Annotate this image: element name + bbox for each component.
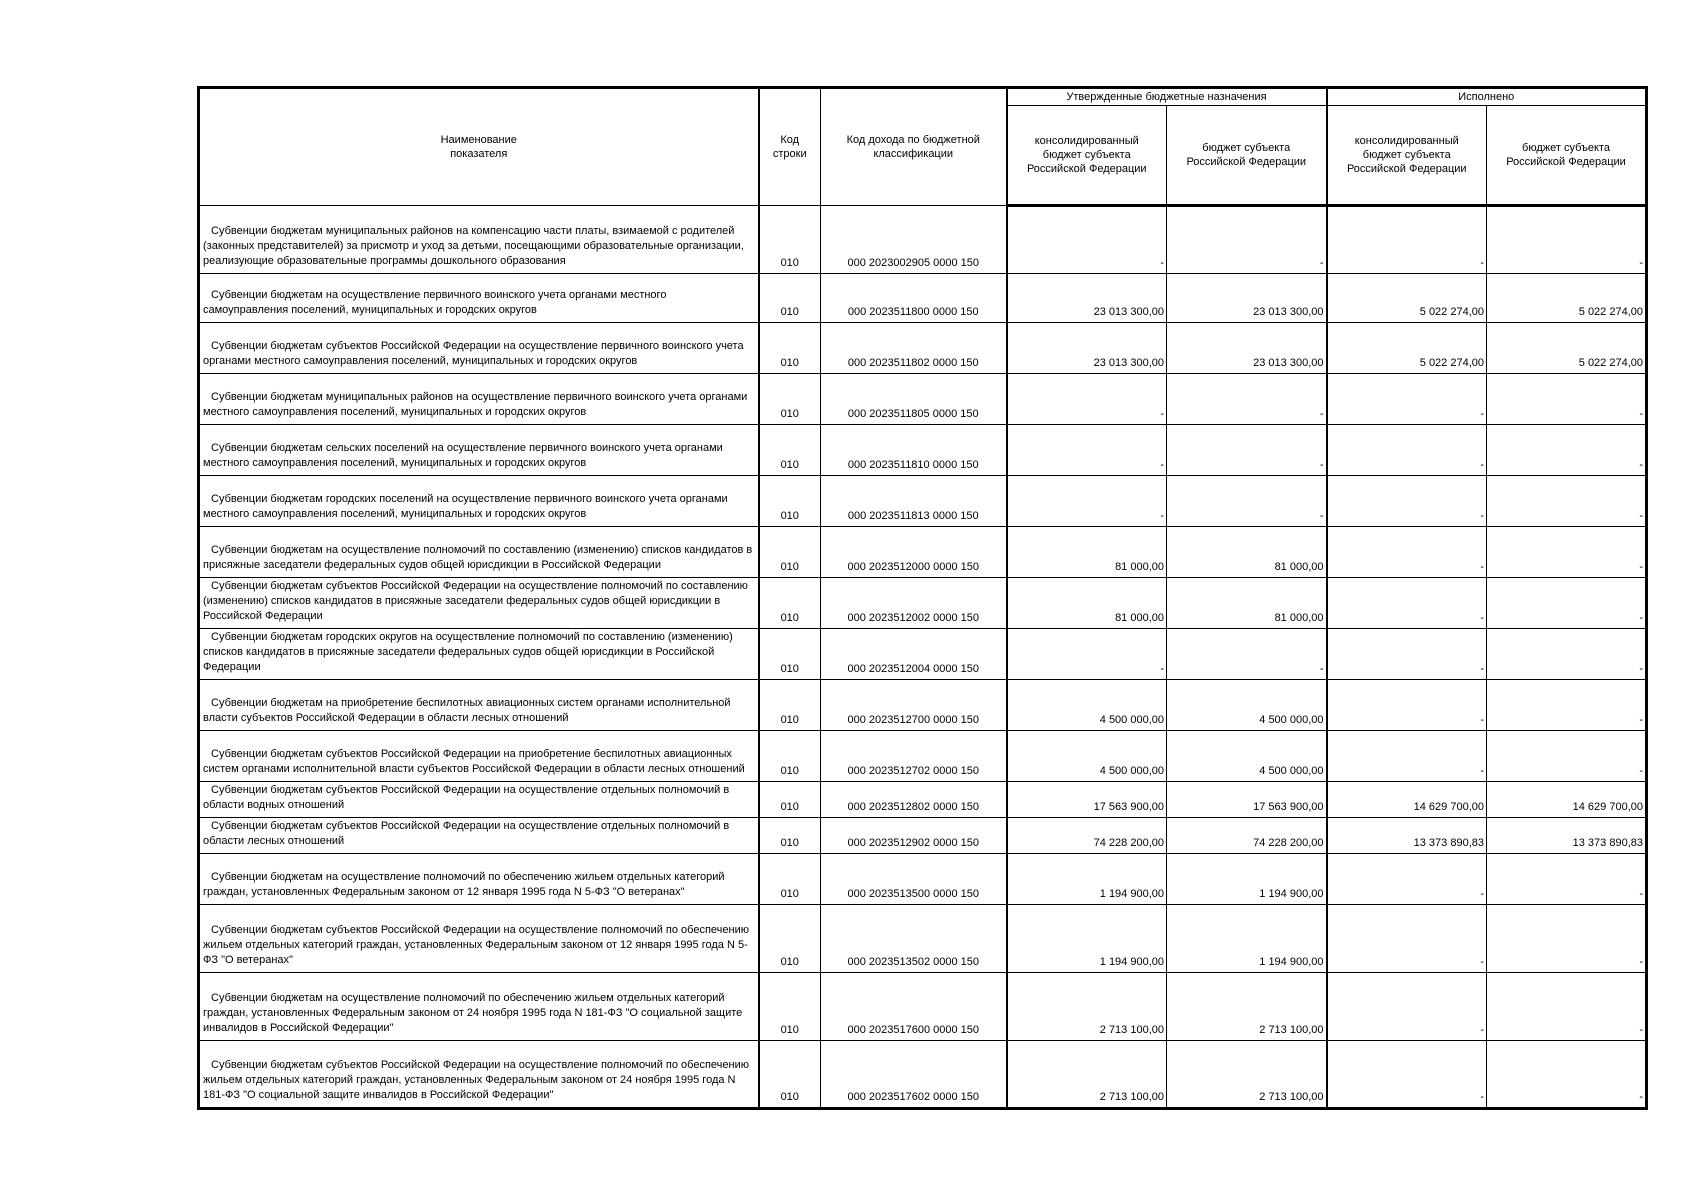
- row-name: [199, 527, 759, 578]
- row-executed-subject: -: [1487, 374, 1647, 425]
- row-name: [199, 818, 759, 854]
- row-name-text: Субвенции бюджетам городских округов на осуществление полномочий по составлению (изменению) списков кандидатов в присяжные заседатели федеральных судов общей юрисдикции в Российской Федерации: [203, 631, 733, 673]
- row-line-code: 010: [759, 782, 821, 818]
- row-approved-consolidated: 1 194 900,00: [1007, 905, 1167, 973]
- row-approved-subject: 23 013 300,00: [1167, 274, 1327, 323]
- row-name-text: Субвенции бюджетам на приобретение беспилотных авиационных систем органами исполнительной власти субъектов Российской Федерации в области лесных отношений: [203, 697, 731, 724]
- row-income-code: 000 2023002905 0000 150: [821, 206, 1007, 274]
- row-approved-consolidated: -: [1007, 206, 1167, 274]
- row-approved-consolidated: 1 194 900,00: [1007, 854, 1167, 905]
- row-line-code: 010: [759, 323, 821, 374]
- row-approved-consolidated: 4 500 000,00: [1007, 680, 1167, 731]
- row-executed-consolidated: -: [1327, 731, 1487, 782]
- row-name-text: Субвенции бюджетам муниципальных районов на осуществление первичного воинского учета органами местного самоуправления поселений, муниципальных и городских округов: [203, 391, 748, 418]
- row-executed-subject: -: [1487, 476, 1647, 527]
- row-approved-subject: 23 013 300,00: [1167, 323, 1327, 374]
- row-executed-subject: -: [1487, 527, 1647, 578]
- row-income-code: 000 2023511800 0000 150: [821, 274, 1007, 323]
- row-line-code: 010: [759, 527, 821, 578]
- table-row: [199, 1041, 1647, 1109]
- row-approved-consolidated: -: [1007, 629, 1167, 680]
- row-name-text: Субвенции бюджетам городских поселений на осуществление первичного воинского учета органами местного самоуправления поселений, муниципальных и городских округов: [203, 493, 728, 520]
- row-executed-subject: 13 373 890,83: [1487, 818, 1647, 854]
- row-approved-subject: 2 713 100,00: [1167, 1041, 1327, 1109]
- table-row: [199, 680, 1647, 731]
- header-name: Наименование показателя: [199, 88, 759, 206]
- row-approved-consolidated: 4 500 000,00: [1007, 731, 1167, 782]
- row-executed-subject: -: [1487, 680, 1647, 731]
- row-line-code: 010: [759, 680, 821, 731]
- table-row: [199, 425, 1647, 476]
- row-name-text: Субвенции бюджетам субъектов Российской Федерации на осуществление полномочий по обеспечению жильем отдельных категорий граждан, установленных Федеральным законом от 12 января 1995 года N 5-ФЗ "О ветеранах": [203, 924, 750, 966]
- row-name: [199, 782, 759, 818]
- row-name: [199, 731, 759, 782]
- row-approved-subject: 81 000,00: [1167, 578, 1327, 629]
- row-line-code: 010: [759, 274, 821, 323]
- row-approved-subject: 81 000,00: [1167, 527, 1327, 578]
- row-income-code: 000 2023513502 0000 150: [821, 905, 1007, 973]
- row-executed-subject: 5 022 274,00: [1487, 274, 1647, 323]
- row-approved-subject: -: [1167, 374, 1327, 425]
- report-sheet: [197, 86, 1648, 1110]
- row-executed-consolidated: -: [1327, 680, 1487, 731]
- row-name-text: Субвенции бюджетам на осуществление полномочий по обеспечению жильем отдельных категорий граждан, установленных Федеральным законом от 12 января 1995 года N 5-ФЗ "О ветеранах": [203, 871, 725, 898]
- row-executed-consolidated: -: [1327, 629, 1487, 680]
- table-row: [199, 782, 1647, 818]
- row-executed-consolidated: 5 022 274,00: [1327, 323, 1487, 374]
- row-approved-subject: 4 500 000,00: [1167, 731, 1327, 782]
- table-row: [199, 476, 1647, 527]
- row-executed-consolidated: -: [1327, 206, 1487, 274]
- row-name: [199, 425, 759, 476]
- table-row: [199, 206, 1647, 274]
- row-name-text: Субвенции бюджетам субъектов Российской Федерации на приобретение беспилотных авиационных систем органами исполнительной власти субъектов Российской Федерации в области лесных отношений: [203, 748, 745, 775]
- row-approved-consolidated: 17 563 900,00: [1007, 782, 1167, 818]
- row-executed-subject: 14 629 700,00: [1487, 782, 1647, 818]
- row-executed-consolidated: 14 629 700,00: [1327, 782, 1487, 818]
- row-name: [199, 1041, 759, 1109]
- header-approved-consolidated: консолидированный бюджет субъекта Российской Федерации: [1007, 106, 1167, 206]
- row-income-code: 000 2023512000 0000 150: [821, 527, 1007, 578]
- row-name: [199, 680, 759, 731]
- table-row: [199, 973, 1647, 1041]
- row-approved-subject: -: [1167, 425, 1327, 476]
- row-executed-subject: -: [1487, 731, 1647, 782]
- row-name: [199, 323, 759, 374]
- row-income-code: 000 2023512002 0000 150: [821, 578, 1007, 629]
- row-name-text: Субвенции бюджетам субъектов Российской Федерации на осуществление полномочий по составлению (изменению) списков кандидатов в присяжные заседатели федеральных судов общей юрисдикции в Российской Федерации: [203, 580, 748, 622]
- row-income-code: 000 2023511802 0000 150: [821, 323, 1007, 374]
- row-executed-consolidated: 13 373 890,83: [1327, 818, 1487, 854]
- row-approved-subject: 74 228 200,00: [1167, 818, 1327, 854]
- row-approved-subject: -: [1167, 206, 1327, 274]
- row-line-code: 010: [759, 854, 821, 905]
- row-executed-consolidated: -: [1327, 425, 1487, 476]
- row-approved-consolidated: 2 713 100,00: [1007, 973, 1167, 1041]
- row-approved-subject: 17 563 900,00: [1167, 782, 1327, 818]
- row-executed-subject: -: [1487, 578, 1647, 629]
- row-approved-consolidated: 2 713 100,00: [1007, 1041, 1167, 1109]
- row-income-code: 000 2023512004 0000 150: [821, 629, 1007, 680]
- row-income-code: 000 2023513500 0000 150: [821, 854, 1007, 905]
- header-approved-group: Утвержденные бюджетные назначения: [1007, 88, 1327, 106]
- table-row: [199, 731, 1647, 782]
- row-executed-consolidated: -: [1327, 476, 1487, 527]
- row-executed-consolidated: -: [1327, 973, 1487, 1041]
- row-name: [199, 374, 759, 425]
- row-income-code: 000 2023517600 0000 150: [821, 973, 1007, 1041]
- row-name-text: Субвенции бюджетам субъектов Российской Федерации на осуществление полномочий по обеспечению жильем отдельных категорий граждан, установленных Федеральным законом от 24 ноября 1995 года N 181-ФЗ "О социальной защите инвалидов в Российской Федерации": [203, 1059, 750, 1101]
- row-income-code: 000 2023512700 0000 150: [821, 680, 1007, 731]
- row-name-text: Субвенции бюджетам муниципальных районов на компенсацию части платы, взимаемой с родителей (законных представителей) за присмотр и уход за детьми, посещающими образовательные организации, реализующие образовательные программы дошкольного образования: [203, 225, 744, 267]
- row-approved-consolidated: 81 000,00: [1007, 578, 1167, 629]
- row-income-code: 000 2023512802 0000 150: [821, 782, 1007, 818]
- row-executed-subject: -: [1487, 425, 1647, 476]
- table-row: [199, 374, 1647, 425]
- header-income-code: Код дохода по бюджетной классификации: [821, 88, 1007, 206]
- row-income-code: 000 2023511810 0000 150: [821, 425, 1007, 476]
- row-name: [199, 973, 759, 1041]
- row-executed-consolidated: -: [1327, 854, 1487, 905]
- table-row: [199, 629, 1647, 680]
- row-income-code: 000 2023517602 0000 150: [821, 1041, 1007, 1109]
- row-executed-consolidated: 5 022 274,00: [1327, 274, 1487, 323]
- row-name-text: Субвенции бюджетам на осуществление полномочий по составлению (изменению) списков кандидатов в присяжные заседатели федеральных судов общей юрисдикции в Российской Федерации: [203, 544, 753, 571]
- row-approved-consolidated: 81 000,00: [1007, 527, 1167, 578]
- row-executed-consolidated: -: [1327, 374, 1487, 425]
- row-executed-subject: -: [1487, 973, 1647, 1041]
- row-name: [199, 854, 759, 905]
- row-approved-subject: -: [1167, 476, 1327, 527]
- income-table: [197, 86, 1648, 1110]
- row-income-code: 000 2023512902 0000 150: [821, 818, 1007, 854]
- header-executed-consolidated: консолидированный бюджет субъекта Российской Федерации: [1327, 106, 1487, 206]
- row-executed-subject: -: [1487, 905, 1647, 973]
- table-row: [199, 323, 1647, 374]
- row-line-code: 010: [759, 476, 821, 527]
- row-executed-subject: 5 022 274,00: [1487, 323, 1647, 374]
- row-line-code: 010: [759, 818, 821, 854]
- row-approved-consolidated: -: [1007, 425, 1167, 476]
- table-row: [199, 854, 1647, 905]
- row-name: [199, 206, 759, 274]
- row-executed-subject: -: [1487, 629, 1647, 680]
- row-income-code: 000 2023511813 0000 150: [821, 476, 1007, 527]
- header-executed-group: Исполнено: [1327, 88, 1647, 106]
- row-name-text: Субвенции бюджетам субъектов Российской Федерации на осуществление отдельных полномочий в области лесных отношений: [203, 820, 730, 847]
- table-row: [199, 527, 1647, 578]
- table-row: [199, 578, 1647, 629]
- row-approved-subject: -: [1167, 629, 1327, 680]
- row-line-code: 010: [759, 905, 821, 973]
- row-approved-consolidated: -: [1007, 374, 1167, 425]
- row-name: [199, 476, 759, 527]
- row-line-code: 010: [759, 629, 821, 680]
- row-executed-consolidated: -: [1327, 578, 1487, 629]
- row-approved-subject: 2 713 100,00: [1167, 973, 1327, 1041]
- row-executed-consolidated: -: [1327, 1041, 1487, 1109]
- row-income-code: 000 2023512702 0000 150: [821, 731, 1007, 782]
- table-row: [199, 818, 1647, 854]
- row-approved-consolidated: 74 228 200,00: [1007, 818, 1167, 854]
- row-executed-subject: -: [1487, 854, 1647, 905]
- row-name: [199, 274, 759, 323]
- row-executed-subject: -: [1487, 1041, 1647, 1109]
- row-line-code: 010: [759, 578, 821, 629]
- row-line-code: 010: [759, 206, 821, 274]
- header-executed-subject: бюджет субъекта Российской Федерации: [1487, 106, 1647, 206]
- row-approved-consolidated: -: [1007, 476, 1167, 527]
- row-approved-subject: 1 194 900,00: [1167, 854, 1327, 905]
- row-name-text: Субвенции бюджетам сельских поселений на осуществление первичного воинского учета органами местного самоуправления поселений, муниципальных и городских округов: [203, 442, 723, 469]
- row-name-text: Субвенции бюджетам на осуществление первичного воинского учета органами местного самоуправления поселений, муниципальных и городских округов: [203, 289, 667, 316]
- row-income-code: 000 2023511805 0000 150: [821, 374, 1007, 425]
- row-name: [199, 578, 759, 629]
- table-body: [199, 206, 1647, 1109]
- row-executed-consolidated: -: [1327, 905, 1487, 973]
- row-approved-subject: 1 194 900,00: [1167, 905, 1327, 973]
- header-approved-subject: бюджет субъекта Российской Федерации: [1167, 106, 1327, 206]
- row-name: [199, 629, 759, 680]
- row-approved-subject: 4 500 000,00: [1167, 680, 1327, 731]
- row-line-code: 010: [759, 1041, 821, 1109]
- row-line-code: 010: [759, 374, 821, 425]
- row-name: [199, 905, 759, 973]
- row-name-text: Субвенции бюджетам субъектов Российской Федерации на осуществление отдельных полномочий в области водных отношений: [203, 784, 730, 811]
- header-line-code: Код строки: [759, 88, 821, 206]
- row-approved-consolidated: 23 013 300,00: [1007, 274, 1167, 323]
- table-row: [199, 274, 1647, 323]
- row-line-code: 010: [759, 731, 821, 782]
- table-row: [199, 905, 1647, 973]
- row-line-code: 010: [759, 973, 821, 1041]
- row-line-code: 010: [759, 425, 821, 476]
- row-executed-subject: -: [1487, 206, 1647, 274]
- row-name-text: Субвенции бюджетам субъектов Российской Федерации на осуществление первичного воинского учета органами местного самоуправления поселений, муниципальных и городских округов: [203, 340, 744, 367]
- row-executed-consolidated: -: [1327, 527, 1487, 578]
- row-name-text: Субвенции бюджетам на осуществление полномочий по обеспечению жильем отдельных категорий граждан, установленных Федеральным законом от 24 ноября 1995 года N 181-ФЗ "О социальной защите инвалидов в Российской Федерации": [203, 992, 743, 1034]
- row-approved-consolidated: 23 013 300,00: [1007, 323, 1167, 374]
